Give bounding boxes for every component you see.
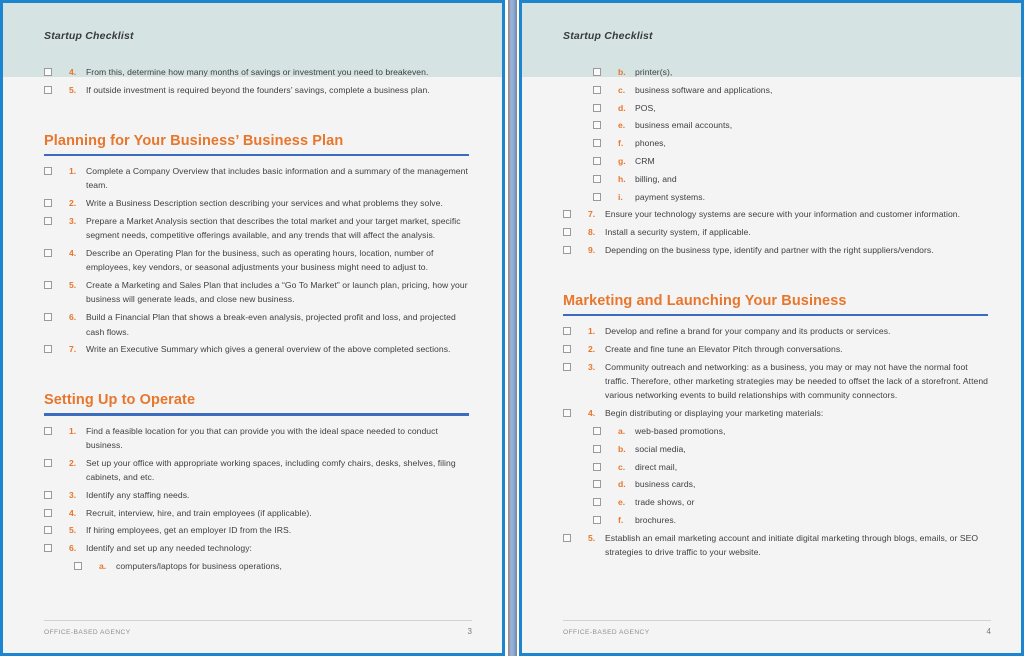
checklist-item[interactable] (563, 225, 991, 239)
checklist-item[interactable] (563, 101, 991, 115)
checklist-item[interactable] (563, 495, 991, 509)
checklist-item[interactable] (44, 278, 472, 307)
list-marker: 3. (588, 361, 596, 372)
checkbox-icon[interactable] (593, 193, 601, 201)
checkbox-icon[interactable] (593, 139, 601, 147)
footer-divider (44, 620, 472, 621)
checklist-item-text: Install a security system, if applicable. (605, 227, 751, 238)
checklist-item-text: phones, (635, 138, 666, 149)
checklist-item[interactable] (563, 172, 991, 186)
page-footer-4 (563, 620, 991, 636)
checklist-item-text: Recruit, interview, hire, and train employees (if applicable). (86, 507, 312, 518)
list-marker: 5. (69, 525, 77, 536)
checkbox-icon[interactable] (563, 246, 571, 254)
section-heading: Marketing and Launching Your Business (563, 292, 847, 309)
list-marker: 7. (588, 209, 596, 220)
checkbox-icon[interactable] (593, 480, 601, 488)
checklist-item-text: Identify any staffing needs. (86, 489, 190, 500)
checkbox-icon[interactable] (44, 427, 52, 435)
checkbox-icon[interactable] (44, 249, 52, 257)
checklist-item-text: Ensure your technology systems are secure with your information and customer information. (605, 209, 961, 220)
section-rule (44, 413, 469, 416)
checklist-item[interactable] (44, 310, 472, 339)
scrollbar-thumb[interactable] (508, 0, 517, 656)
checkbox-icon[interactable] (563, 228, 571, 236)
checklist-item-text: Build a Financial Plan that shows a break-even analysis, projected profit and loss, and projected cash flows. (86, 312, 456, 337)
checklist-item[interactable] (563, 460, 991, 474)
checklist-item-text: Prepare a Market Analysis section that describes the total market and your target market, specific segment needs, competitive offerings available, and any trends that will affect the analysis. (86, 215, 461, 241)
checklist-item-text: Describe an Operating Plan for the business, such as operating hours, location, number of employees, key vendors, or seasonal adjustments your business might need to adjust to. (86, 248, 434, 273)
checklist-item-text: Write an Executive Summary which gives a general overview of the above completed sections. (86, 344, 451, 355)
checklist-item-text: Complete a Company Overview that includes basic information and a summary of the management team. (86, 166, 468, 191)
checklist-item[interactable] (44, 164, 472, 193)
checklist-item-text: direct mail, (635, 461, 678, 472)
list-marker: 5. (69, 280, 77, 291)
list-marker: f. (618, 515, 624, 526)
checkbox-icon[interactable] (563, 534, 571, 542)
checklist-item[interactable] (563, 360, 991, 403)
checkbox-icon[interactable] (44, 281, 52, 289)
checklist-item-text: Set up your office with appropriate working spaces, including comfy chairs, desks, shelves, filing cabinets, and etc. (86, 457, 456, 483)
checkbox-icon[interactable] (44, 544, 52, 552)
checklist-item[interactable] (563, 207, 991, 221)
footer-label: OFFICE-BASED AGENCY (44, 629, 131, 636)
checkbox-icon[interactable] (563, 409, 571, 417)
checkbox-icon[interactable] (593, 68, 601, 76)
list-marker: 8. (588, 227, 596, 238)
running-header: Startup Checklist (44, 30, 134, 42)
page-content-4 (563, 65, 991, 611)
list-marker: c. (618, 84, 626, 95)
checklist-item-text: If outside investment is required beyond the founders’ savings, complete a business plan. (86, 84, 430, 95)
checklist-item-text: social media, (635, 443, 686, 454)
checklist-item-text: brochures. (635, 515, 677, 526)
checklist-item[interactable] (44, 506, 472, 520)
checklist-item[interactable] (44, 246, 472, 275)
list-marker: 1. (69, 425, 77, 436)
section-rule (44, 154, 469, 157)
checklist-item[interactable] (44, 65, 472, 79)
checklist-item-text: trade shows, or (635, 497, 695, 508)
page-number: 3 (467, 627, 472, 636)
section-spacer (44, 360, 472, 374)
list-marker: 1. (69, 166, 77, 177)
checklist-item[interactable] (44, 424, 472, 453)
checklist-item[interactable] (44, 456, 472, 485)
checklist-item[interactable] (563, 531, 991, 560)
checkbox-icon[interactable] (563, 327, 571, 335)
list-marker: e. (618, 120, 626, 131)
checklist-item[interactable] (563, 190, 991, 204)
checkbox-icon[interactable] (593, 427, 601, 435)
checklist-item[interactable] (563, 83, 991, 97)
checkbox-icon[interactable] (44, 491, 52, 499)
checklist-item-text: Create and fine tune an Elevator Pitch through conversations. (605, 344, 843, 355)
checklist-item-text: Begin distributing or displaying your marketing materials: (605, 408, 824, 419)
checklist-item-text: If hiring employees, get an employer ID from the IRS. (86, 525, 292, 536)
checklist-item-text: web-based promotions, (635, 426, 726, 437)
checklist-item[interactable] (44, 83, 472, 97)
checklist-item-text: Develop and refine a brand for your company and its products or services. (605, 326, 891, 337)
list-marker: 1. (588, 326, 596, 337)
list-marker: b. (618, 67, 626, 77)
list-marker: b. (618, 443, 626, 454)
checklist-item-text: computers/laptops for business operations, (116, 561, 282, 572)
checkbox-icon[interactable] (44, 345, 52, 353)
checklist-item[interactable] (563, 342, 991, 356)
list-marker: 2. (69, 457, 77, 468)
list-marker: a. (618, 426, 626, 437)
checklist-item[interactable] (44, 488, 472, 502)
checklist-item-text: Community outreach and networking: as a business, you may or may not have the normal foot traffic. Therefore, other marketing strategies may be needed to offset the lack of a storefront. Attend various networking events to build relationships with community connectors. (605, 361, 989, 401)
checklist-item[interactable] (44, 541, 472, 555)
checkbox-icon[interactable] (44, 509, 52, 517)
list-marker: f. (618, 138, 624, 149)
footer-label: OFFICE-BASED AGENCY (563, 629, 650, 636)
list-marker: 3. (69, 215, 77, 226)
checkbox-icon[interactable] (44, 167, 52, 175)
checkbox-icon[interactable] (44, 313, 52, 321)
list-marker: g. (618, 155, 626, 166)
checklist-item-text: business software and applications, (635, 84, 773, 95)
checklist-item[interactable] (563, 324, 991, 338)
checklist-item-text: Find a feasible location for you that can provide you with the ideal space needed to conduct business. (86, 425, 438, 450)
checkbox-icon[interactable] (44, 68, 52, 76)
checklist-item-text: Identify and set up any needed technology: (86, 543, 252, 554)
list-marker: d. (618, 102, 626, 113)
checklist-item[interactable] (563, 154, 991, 168)
checklist-item[interactable] (563, 65, 991, 79)
checkbox-icon[interactable] (593, 86, 601, 94)
checklist-item[interactable] (563, 243, 991, 257)
checklist-item-text: Create a Marketing and Sales Plan that includes a “Go To Market” or launch plan, pricing, how your business will generate leads, and close new business. (86, 280, 468, 305)
running-header: Startup Checklist (563, 30, 653, 42)
list-marker: 4. (69, 507, 77, 518)
list-marker: 4. (69, 248, 77, 259)
checklist-item[interactable] (44, 523, 472, 537)
list-marker: i. (618, 191, 623, 202)
section-spacer (563, 261, 991, 275)
checklist-item-text: From this, determine how many months of savings or investment you need to breakeven. (86, 67, 429, 77)
checklist-item[interactable] (44, 196, 472, 210)
page-content-3 (44, 65, 472, 611)
checkbox-icon[interactable] (593, 445, 601, 453)
checkbox-icon[interactable] (593, 157, 601, 165)
list-marker: c. (618, 461, 626, 472)
checkbox-icon[interactable] (593, 175, 601, 183)
list-marker: 4. (69, 67, 77, 77)
checklist-item-text: billing, and (635, 173, 677, 184)
list-marker: 6. (69, 543, 77, 554)
checklist-item[interactable] (563, 136, 991, 150)
list-marker: e. (618, 497, 626, 508)
document-page-4 (519, 0, 1024, 656)
checklist-item[interactable] (563, 424, 991, 438)
list-marker: 7. (69, 344, 77, 355)
checkbox-icon[interactable] (593, 121, 601, 129)
checklist-item[interactable] (44, 342, 472, 356)
checkbox-icon[interactable] (74, 562, 82, 570)
checklist-item[interactable] (563, 406, 991, 420)
list-marker: a. (99, 561, 107, 572)
list-marker: h. (618, 173, 626, 184)
section-heading: Setting Up to Operate (44, 392, 196, 409)
checklist-item[interactable] (563, 442, 991, 456)
checklist-item[interactable] (44, 214, 472, 243)
checkbox-icon[interactable] (44, 526, 52, 534)
checkbox-icon[interactable] (44, 86, 52, 94)
checkbox-icon[interactable] (563, 210, 571, 218)
page-gutter (505, 0, 519, 656)
checklist-item-text: business cards, (635, 479, 696, 490)
list-marker: 2. (69, 198, 77, 209)
checkbox-icon[interactable] (563, 363, 571, 371)
list-marker: 6. (69, 312, 77, 323)
section-heading: Planning for Your Business’ Business Plan (44, 132, 344, 149)
checkbox-icon[interactable] (593, 104, 601, 112)
section-rule (563, 314, 988, 317)
checkbox-icon[interactable] (593, 463, 601, 471)
checklist-item-text: POS, (635, 102, 656, 113)
checklist-item-text: Write a Business Description section describing your services and what problems they solve. (86, 198, 443, 209)
checkbox-icon[interactable] (593, 516, 601, 524)
checkbox-icon[interactable] (44, 199, 52, 207)
list-marker: 9. (588, 244, 596, 255)
checklist-item[interactable] (563, 118, 991, 132)
list-marker: 2. (588, 344, 596, 355)
checklist-item-text: Establish an email marketing account and initiate digital marketing through blogs, emails, or SEO strategies to drive traffic to your website. (605, 532, 979, 558)
list-marker: 5. (69, 84, 77, 95)
document-page-3 (0, 0, 505, 656)
checklist-item-text: Depending on the business type, identify and partner with the right suppliers/vendors. (605, 244, 934, 255)
checklist-item-text: business email accounts, (635, 120, 733, 131)
checkbox-icon[interactable] (563, 345, 571, 353)
checklist-item[interactable] (563, 477, 991, 491)
section-spacer (44, 101, 472, 115)
checklist-item-text: CRM (635, 155, 655, 166)
checkbox-icon[interactable] (44, 217, 52, 225)
list-marker: 3. (69, 489, 77, 500)
checklist-item[interactable] (44, 559, 472, 573)
checklist-item[interactable] (563, 513, 991, 527)
footer-divider (563, 620, 991, 621)
page-number: 4 (986, 627, 991, 636)
checklist-item-text: payment systems. (635, 191, 706, 202)
list-marker: 5. (588, 532, 596, 543)
list-marker: d. (618, 479, 626, 490)
checkbox-icon[interactable] (593, 498, 601, 506)
list-marker: 4. (588, 408, 596, 419)
checkbox-icon[interactable] (44, 459, 52, 467)
page-footer-3 (44, 620, 472, 636)
checklist-item-text: printer(s), (635, 67, 673, 77)
